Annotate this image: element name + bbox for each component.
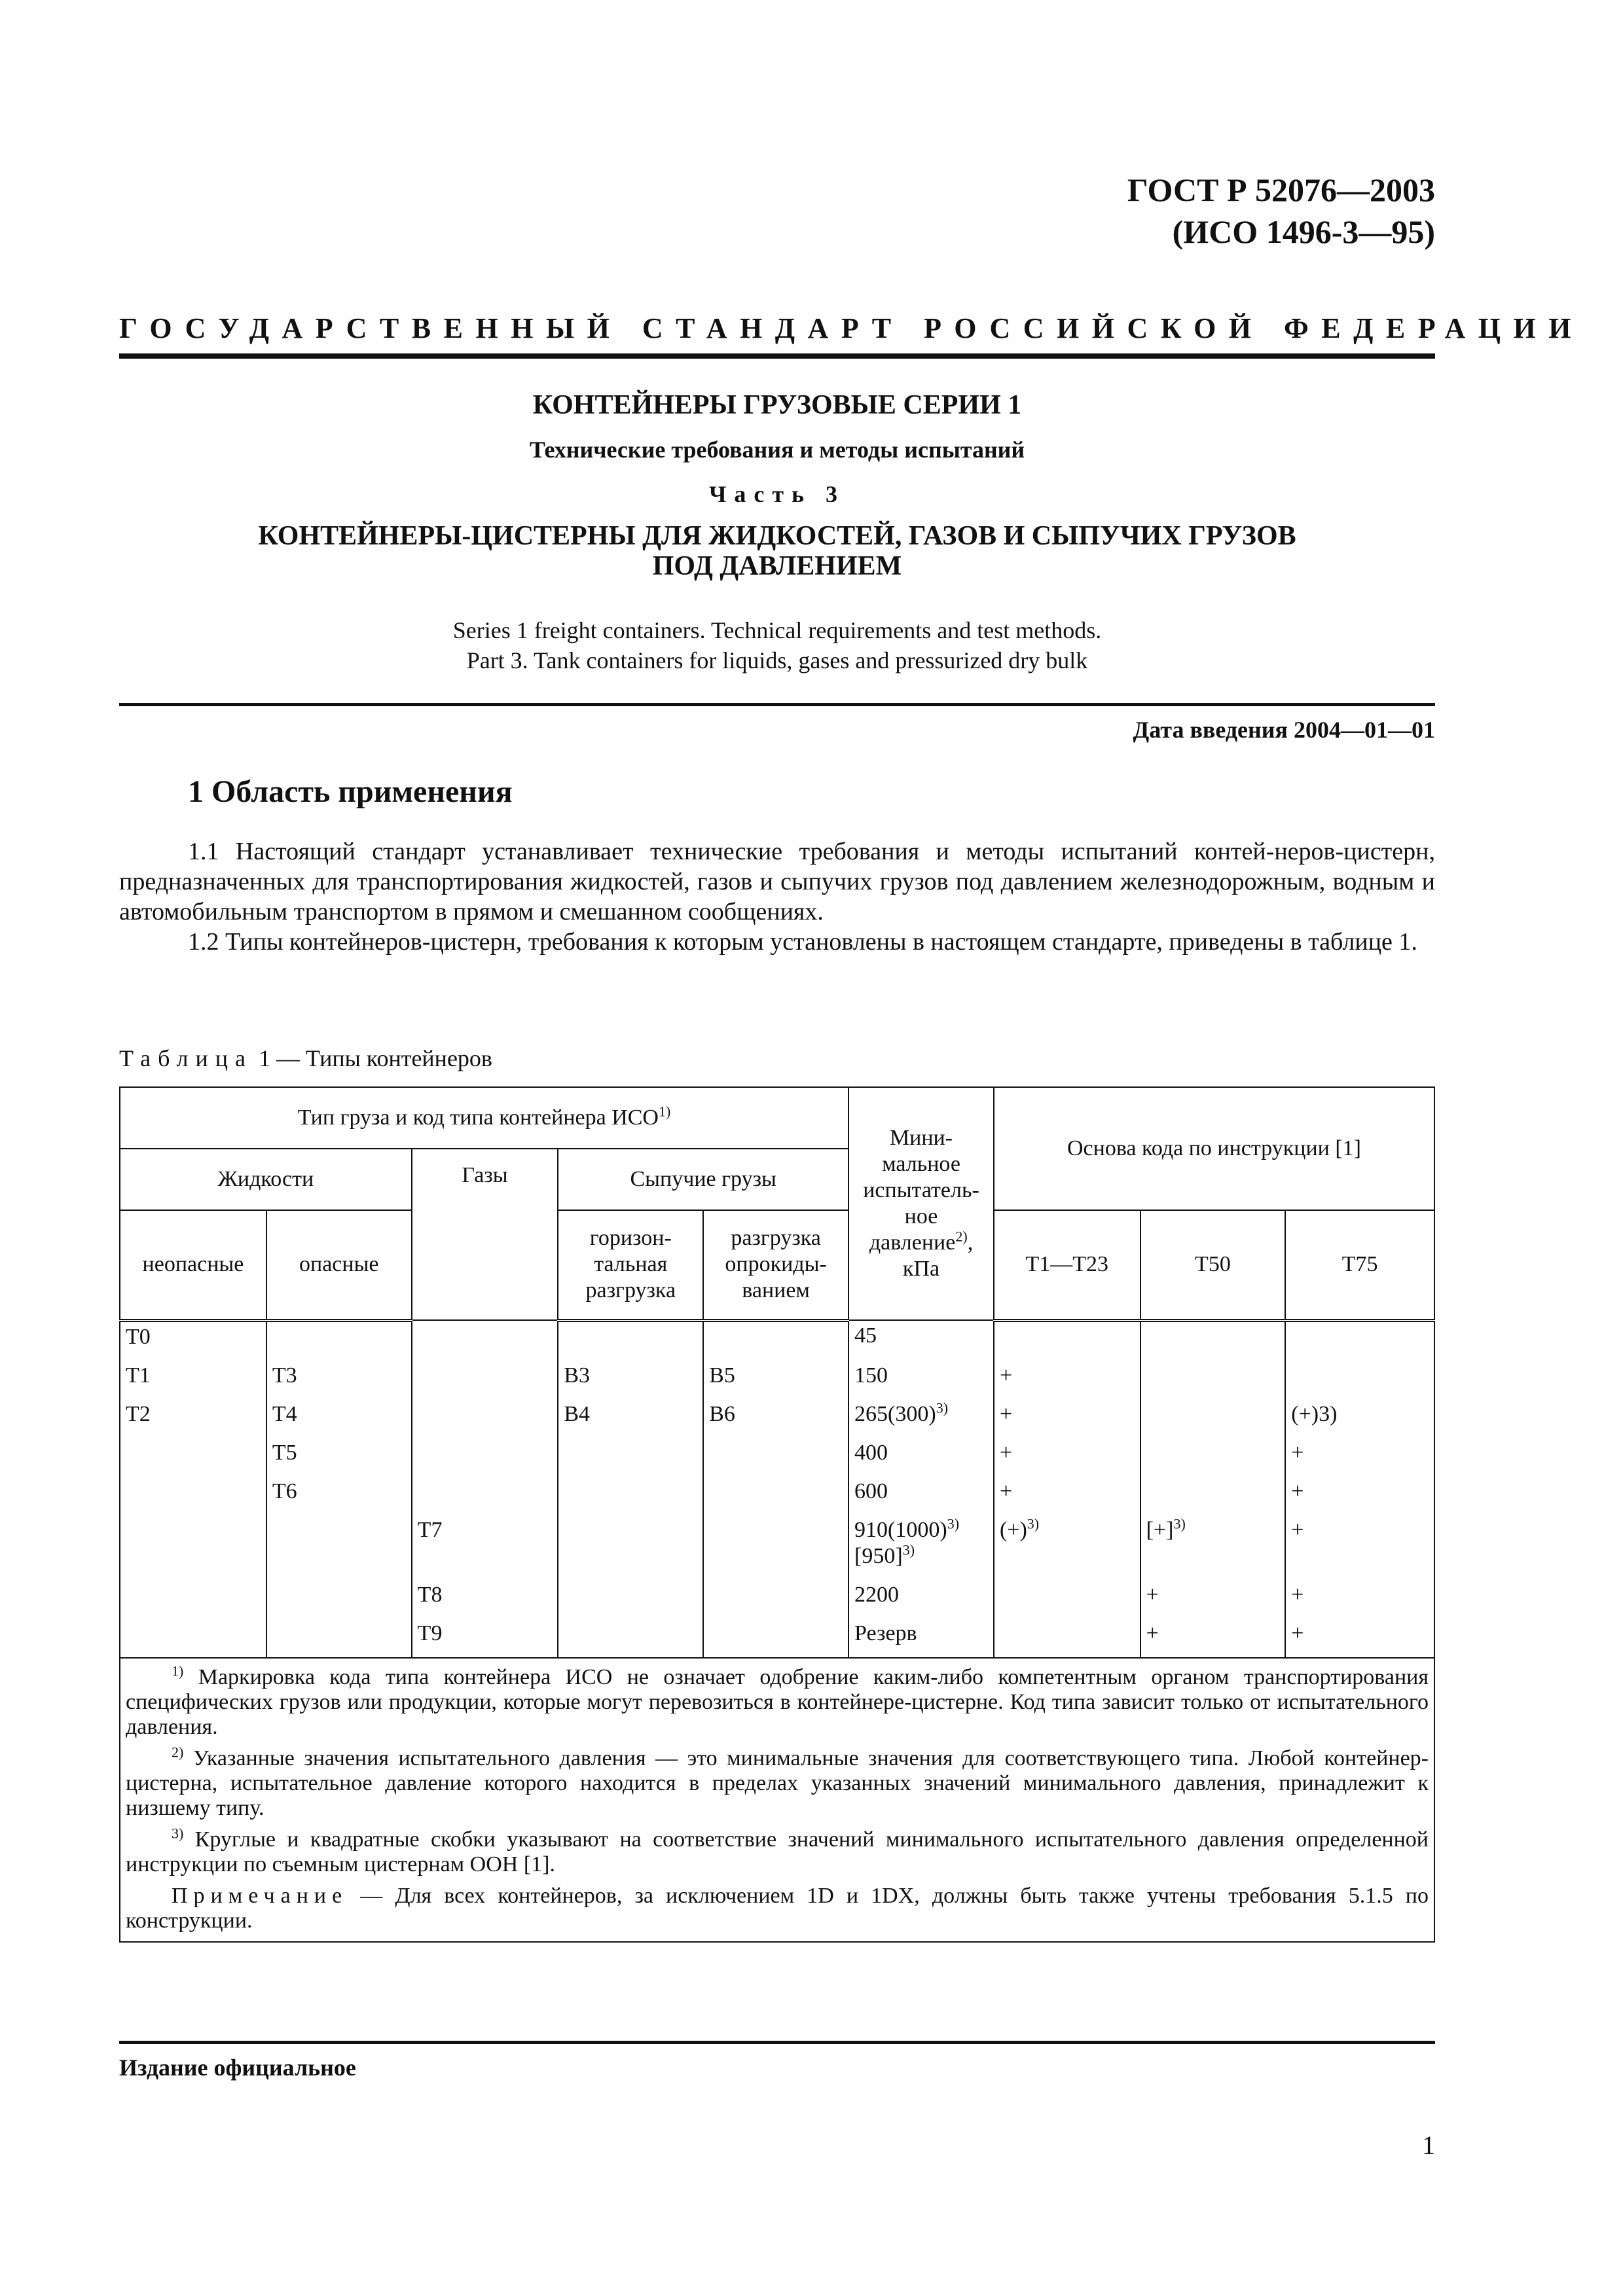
table-caption-word: Таблица bbox=[119, 1045, 253, 1071]
standard-banner: ГОСУДАРСТВЕННЫЙ СТАНДАРТ РОССИЙСКОЙ ФЕДЕРАЦИИ bbox=[119, 312, 1584, 344]
table-row: Т0 45 bbox=[120, 1320, 1434, 1361]
title-part: Часть 3 bbox=[708, 481, 846, 507]
table-footnotes bbox=[120, 1658, 1434, 1942]
introduction-date: Дата введения 2004—01—01 bbox=[1133, 717, 1435, 743]
section-body bbox=[119, 836, 1435, 957]
footnote-1: $^{1)}$ Маркировка кода типа контейнера ИСО не означает одобрение каким-либо компетентным органом транспортирования специфических грузов или продукции, которые могут перевозиться в контейнере-цистерне. Код типа зависит только от испытательного давления. bbox=[126, 1662, 1429, 1739]
header-t75: Т75 bbox=[1285, 1210, 1434, 1320]
header-tipping-discharge: разгрузка опрокиды-ванием bbox=[703, 1210, 848, 1320]
title-english bbox=[119, 615, 1435, 675]
table-row: Т5 400 + + bbox=[120, 1438, 1434, 1477]
title-subtitle: Технические требования и методы испытаний bbox=[529, 437, 1025, 463]
iso-code: (ИСО 1496-3—95) bbox=[1172, 213, 1435, 250]
table-remark: Примечание — Для всех контейнеров, за исключением 1D и 1DX, должны быть также учтены требования 5.1.5 по конструкции. bbox=[126, 1883, 1429, 1933]
title-part-name bbox=[119, 521, 1435, 581]
footnote-2: $^{2)}$ Указанные значения испытательного давления — это минимальные значения для соответствующего типа. Любой контейнер-цистерна, испытательное давление которого находится в пределах указанных значений минимального давления, принадлежит к низшему типу. bbox=[126, 1744, 1429, 1820]
title-english-line1: Series 1 freight containers. Technical requirements and test methods. bbox=[452, 617, 1102, 643]
header-gases: Газы bbox=[412, 1149, 558, 1320]
table-row: Т8 2200 + + bbox=[120, 1580, 1434, 1619]
header-dry-bulk: Сыпучие грузы bbox=[558, 1149, 848, 1210]
banner-rule bbox=[119, 353, 1435, 359]
title-part-name-line2: ПОД ДАВЛЕНИЕМ bbox=[652, 551, 902, 581]
header-horizontal-discharge: горизон-тальная разгрузка bbox=[558, 1210, 703, 1320]
header-min-pressure: Мини-мальное испытатель-ное давление$^{2)}$, кПа bbox=[848, 1087, 994, 1320]
table-row: Т9 Резерв + + bbox=[120, 1619, 1434, 1658]
title-part-name-line1: КОНТЕЙНЕРЫ-ЦИСТЕРНЫ ДЛЯ ЖИДКОСТЕЙ, ГАЗОВ И СЫПУЧИХ ГРУЗОВ bbox=[258, 521, 1296, 551]
container-types-table bbox=[119, 1086, 1435, 1943]
table-row: Т6 600 + + bbox=[120, 1477, 1434, 1515]
section-heading: 1 Область применения bbox=[188, 774, 513, 809]
standard-code: ГОСТ Р 52076—2003 bbox=[1127, 171, 1435, 208]
table-row: Т2 Т4 В4 В6 $265(300)^{3)}$ + (+)3) bbox=[120, 1399, 1434, 1438]
header-t1-t23: Т1—Т23 bbox=[994, 1210, 1140, 1320]
table-row: Т1 Т3 В3 В5 150 + bbox=[120, 1361, 1434, 1399]
title-main: КОНТЕЙНЕРЫ ГРУЗОВЫЕ СЕРИИ 1 bbox=[532, 390, 1022, 420]
header-cargo-type: Тип груза и код типа контейнера ИСО$^{1)}$ bbox=[120, 1087, 848, 1149]
footnote-3: $^{3)}$ Круглые и квадратные скобки указывают на соответствие значений минимального испытательного давления определенной инструкции по съемным цистернам ООН [1]. bbox=[126, 1825, 1429, 1876]
header-nondangerous: неопасные bbox=[120, 1210, 266, 1320]
table-caption-text: 1 — Типы контейнеров bbox=[258, 1045, 492, 1071]
official-edition-label: Издание официальное bbox=[119, 2054, 356, 2081]
title-rule bbox=[119, 703, 1435, 706]
paragraph-1-1: 1.1 Настоящий стандарт устанавливает технические требования и методы испытаний контей-неров-цистерн, предназначенных для транспортирования жидкостей, газов и сыпучих грузов под давлением железнодорожным, водным и автомобильным транспортом в прямом и смешанном сообщениях. bbox=[119, 838, 1435, 925]
page-number: 1 bbox=[1422, 2130, 1435, 2160]
title-english-line2: Part 3. Tank containers for liquids, gases and pressurized dry bulk bbox=[466, 647, 1088, 673]
table-caption bbox=[119, 1045, 492, 1072]
header-code-basis: Основа кода по инструкции [1] bbox=[994, 1087, 1434, 1210]
header-liquids: Жидкости bbox=[120, 1149, 412, 1210]
footer-rule bbox=[119, 2041, 1435, 2044]
table-row: Т7 $910(1000)^{3)}$ $[950]^{3)}$ $(+)^{3)}$ $[+]^{3)}$ + bbox=[120, 1515, 1434, 1580]
header-t50: Т50 bbox=[1140, 1210, 1286, 1320]
header-dangerous: опасные bbox=[266, 1210, 412, 1320]
paragraph-1-2: 1.2 Типы контейнеров-цистерн, требования к которым установлены в настоящем стандарте, приведены в таблице 1. bbox=[188, 928, 1417, 956]
